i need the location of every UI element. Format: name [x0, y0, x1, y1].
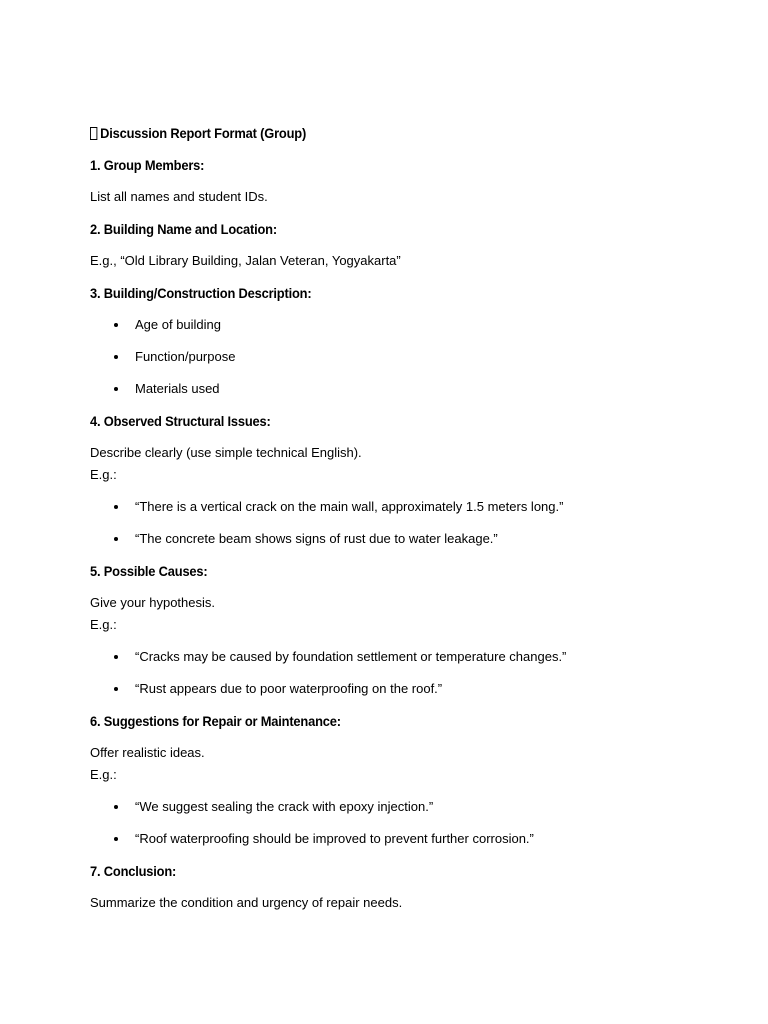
list-item [90, 497, 730, 517]
section-heading-building-name: 2. Building Name and Location: [90, 221, 277, 237]
missing-glyph-icon [90, 127, 97, 140]
list-item-text: Materials used [135, 381, 220, 396]
list-item-text: “The concrete beam shows signs of rust due to water leakage.” [135, 531, 498, 546]
list-item-text: “Cracks may be caused by foundation settlement or temperature changes.” [135, 649, 567, 664]
list-item-text: “We suggest sealing the crack with epoxy injection.” [135, 799, 434, 814]
section-heading-conclusion: 7. Conclusion: [90, 863, 177, 879]
section-heading-building-description: 3. Building/Construction Description: [90, 285, 312, 301]
list-item-text: “Rust appears due to poor waterproofing on the roof.” [135, 681, 443, 696]
bullet-icon [114, 537, 118, 541]
section-heading-repair-suggestions: 6. Suggestions for Repair or Maintenance: [90, 713, 341, 729]
bullet-list [90, 315, 730, 399]
section-paragraph: Describe clearly (use simple technical English). [90, 445, 362, 460]
list-item-text: “Roof waterproofing should be improved to prevent further corrosion.” [135, 831, 534, 846]
bullet-icon [114, 687, 118, 691]
list-item [90, 797, 730, 817]
section-paragraph: Give your hypothesis. [90, 595, 216, 610]
bullet-icon [114, 505, 118, 509]
example-label: E.g.: [90, 767, 117, 782]
bullet-icon [114, 837, 118, 841]
list-item [90, 379, 730, 399]
bullet-list [90, 797, 730, 849]
bullet-icon [114, 387, 118, 391]
example-label: E.g.: [90, 617, 117, 632]
bullet-icon [114, 323, 118, 327]
section-paragraph: Summarize the condition and urgency of repair needs. [90, 895, 403, 910]
list-item [90, 829, 730, 849]
bullet-icon [114, 355, 118, 359]
section-heading-group-members: 1. Group Members: [90, 157, 205, 173]
example-label: E.g.: [90, 467, 117, 482]
document-page [90, 123, 730, 925]
document-title [90, 123, 679, 143]
bullet-icon [114, 805, 118, 809]
section-heading-possible-causes: 5. Possible Causes: [90, 563, 208, 579]
section-paragraph: Offer realistic ideas. [90, 745, 205, 760]
list-item [90, 315, 730, 335]
document-title-text: Discussion Report Format (Group) [100, 125, 307, 141]
section-paragraph: List all names and student IDs. [90, 189, 268, 204]
bullet-icon [114, 655, 118, 659]
section-heading-structural-issues: 4. Observed Structural Issues: [90, 413, 271, 429]
list-item [90, 529, 730, 549]
list-item [90, 347, 730, 367]
bullet-list [90, 647, 730, 699]
list-item-text: Age of building [135, 317, 222, 332]
list-item-text: “There is a vertical crack on the main wall, approximately 1.5 meters long.” [135, 499, 564, 514]
list-item [90, 647, 730, 667]
bullet-list [90, 497, 730, 549]
list-item [90, 679, 730, 699]
section-paragraph: E.g., “Old Library Building, Jalan Veteran, Yogyakarta” [90, 253, 401, 268]
list-item-text: Function/purpose [135, 349, 236, 364]
